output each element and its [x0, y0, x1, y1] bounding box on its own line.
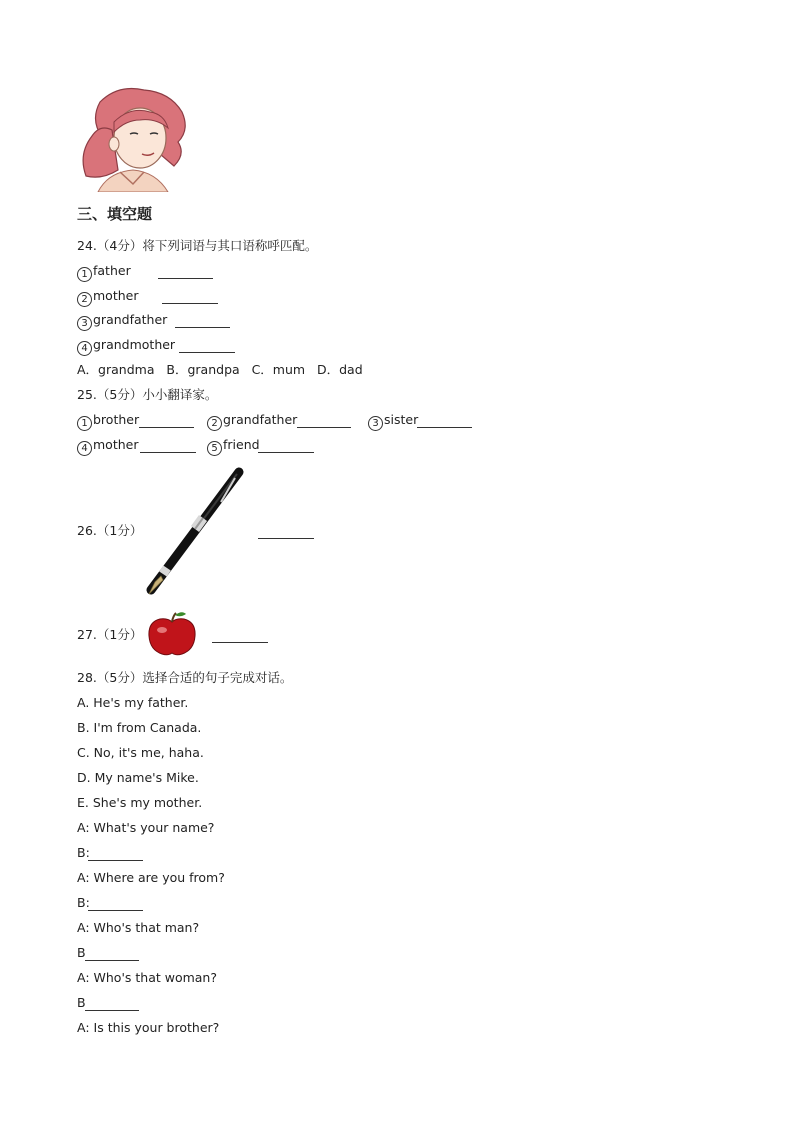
- q26-stem: 26.（1分）: [77, 523, 143, 538]
- q25-item: [207, 437, 260, 456]
- item-word: mother: [93, 288, 139, 303]
- girl-illustration: [78, 84, 193, 192]
- dialogue-line: B:: [77, 845, 90, 860]
- answer-blank[interactable]: [162, 291, 218, 304]
- dialogue-line: A: Is this your brother?: [77, 1020, 220, 1035]
- q24-options: A．grandma B．grandpa C．mum D．dad: [77, 362, 363, 377]
- answer-blank[interactable]: [258, 526, 314, 539]
- item-word: friend: [223, 437, 260, 452]
- q28-option: B. I'm from Canada.: [77, 720, 202, 735]
- item-word: father: [93, 263, 131, 278]
- q28-stem: 28.（5分）选择合适的句子完成对话。: [77, 670, 293, 685]
- answer-blank[interactable]: [139, 415, 194, 428]
- q24-item: [77, 288, 138, 307]
- q25-item: [368, 412, 418, 431]
- dialogue-line: A: Who's that woman?: [77, 970, 217, 985]
- q24-item: [77, 263, 131, 282]
- item-number: 2: [207, 416, 222, 431]
- item-word: grandmother: [93, 337, 176, 352]
- dialogue-line: B: [77, 995, 86, 1010]
- item-number: 2: [77, 292, 92, 307]
- answer-blank[interactable]: [158, 266, 213, 279]
- q24-item: [77, 312, 167, 331]
- item-word: sister: [384, 412, 419, 427]
- item-word: brother: [93, 412, 140, 427]
- dialogue-line: B: [77, 945, 86, 960]
- answer-blank[interactable]: [258, 440, 314, 453]
- item-number: 5: [207, 441, 222, 456]
- item-word: mother: [93, 437, 139, 452]
- item-word: grandfather: [93, 312, 168, 327]
- item-word: grandfather: [223, 412, 298, 427]
- dialogue-line: A: Who's that man?: [77, 920, 200, 935]
- item-number: 1: [77, 416, 92, 431]
- answer-blank[interactable]: [175, 315, 230, 328]
- apple-illustration: [146, 610, 198, 656]
- answer-blank[interactable]: [85, 948, 139, 961]
- item-number: 4: [77, 441, 92, 456]
- q28-option: A. He's my father.: [77, 695, 189, 710]
- answer-blank[interactable]: [297, 415, 351, 428]
- fountain-pen-illustration: [143, 466, 247, 596]
- q28-option: E. She's my mother.: [77, 795, 203, 810]
- answer-blank[interactable]: [417, 415, 472, 428]
- dialogue-line: A: What's your name?: [77, 820, 215, 835]
- q24-item: [77, 337, 175, 356]
- item-number: 4: [77, 341, 92, 356]
- q24-stem: 24.（4分）将下列词语与其口语称呼匹配。: [77, 238, 318, 253]
- q25-item: [77, 412, 139, 431]
- item-number: 1: [77, 267, 92, 282]
- section-title: 三、填空题: [77, 205, 153, 223]
- q25-item: [207, 412, 297, 431]
- q28-option: D. My name's Mike.: [77, 770, 199, 785]
- q27-stem: 27.（1分）: [77, 627, 143, 642]
- item-number: 3: [77, 316, 92, 331]
- answer-blank[interactable]: [179, 340, 235, 353]
- answer-blank[interactable]: [88, 848, 143, 861]
- item-number: 3: [368, 416, 383, 431]
- dialogue-line: B:: [77, 895, 90, 910]
- answer-blank[interactable]: [212, 630, 268, 643]
- q28-option: C. No, it's me, haha.: [77, 745, 204, 760]
- dialogue-line: A: Where are you from?: [77, 870, 225, 885]
- q25-stem: 25.（5分）小小翻译家。: [77, 387, 218, 402]
- answer-blank[interactable]: [88, 898, 143, 911]
- answer-blank[interactable]: [140, 440, 196, 453]
- q25-item: [77, 437, 138, 456]
- answer-blank[interactable]: [85, 998, 139, 1011]
